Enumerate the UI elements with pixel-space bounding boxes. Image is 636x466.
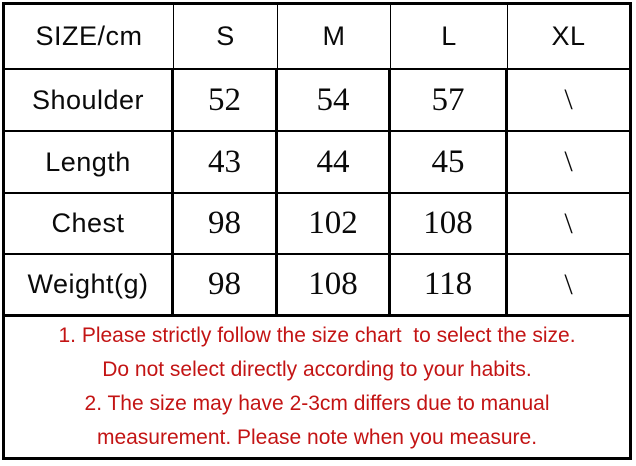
cell-length-l: 45 xyxy=(391,132,508,194)
note-line-2: Do not select directly according to your habits. xyxy=(102,358,532,381)
cell-chest-s: 98 xyxy=(174,194,278,255)
row-label-chest: Chest xyxy=(5,194,174,255)
cell-length-xl: \ xyxy=(508,132,629,194)
header-cell-l: L xyxy=(391,5,508,70)
cell-shoulder-s: 52 xyxy=(174,70,278,132)
size-notes xyxy=(5,317,629,457)
cell-shoulder-l: 57 xyxy=(391,70,508,132)
header-cell-size-unit: SIZE/cm xyxy=(5,5,174,70)
note-line-4: measurement. Please note when you measure. xyxy=(96,426,538,449)
cell-length-s: 43 xyxy=(174,132,278,194)
cell-weight-s: 98 xyxy=(174,255,278,317)
cell-length-m: 44 xyxy=(278,132,391,194)
cell-weight-m: 108 xyxy=(278,255,391,317)
cell-chest-l: 108 xyxy=(391,194,508,255)
header-cell-s: S xyxy=(174,5,278,70)
cell-chest-m: 102 xyxy=(278,194,391,255)
cell-shoulder-m: 54 xyxy=(278,70,391,132)
header-cell-m: M xyxy=(278,5,391,70)
row-label-length: Length xyxy=(5,132,174,194)
cell-weight-xl: \ xyxy=(508,255,629,317)
note-line-3: 2. The size may have 2-3cm differs due to manual xyxy=(84,392,550,415)
cell-shoulder-xl: \ xyxy=(508,70,629,132)
note-line-1: 1. Please strictly follow the size chart to select the size. xyxy=(58,324,576,347)
size-chart-table xyxy=(2,2,632,460)
cell-weight-l: 118 xyxy=(391,255,508,317)
header-cell-xl: XL xyxy=(508,5,629,70)
cell-chest-xl: \ xyxy=(508,194,629,255)
row-label-shoulder: Shoulder xyxy=(5,70,174,132)
row-label-weight: Weight(g) xyxy=(5,255,174,317)
